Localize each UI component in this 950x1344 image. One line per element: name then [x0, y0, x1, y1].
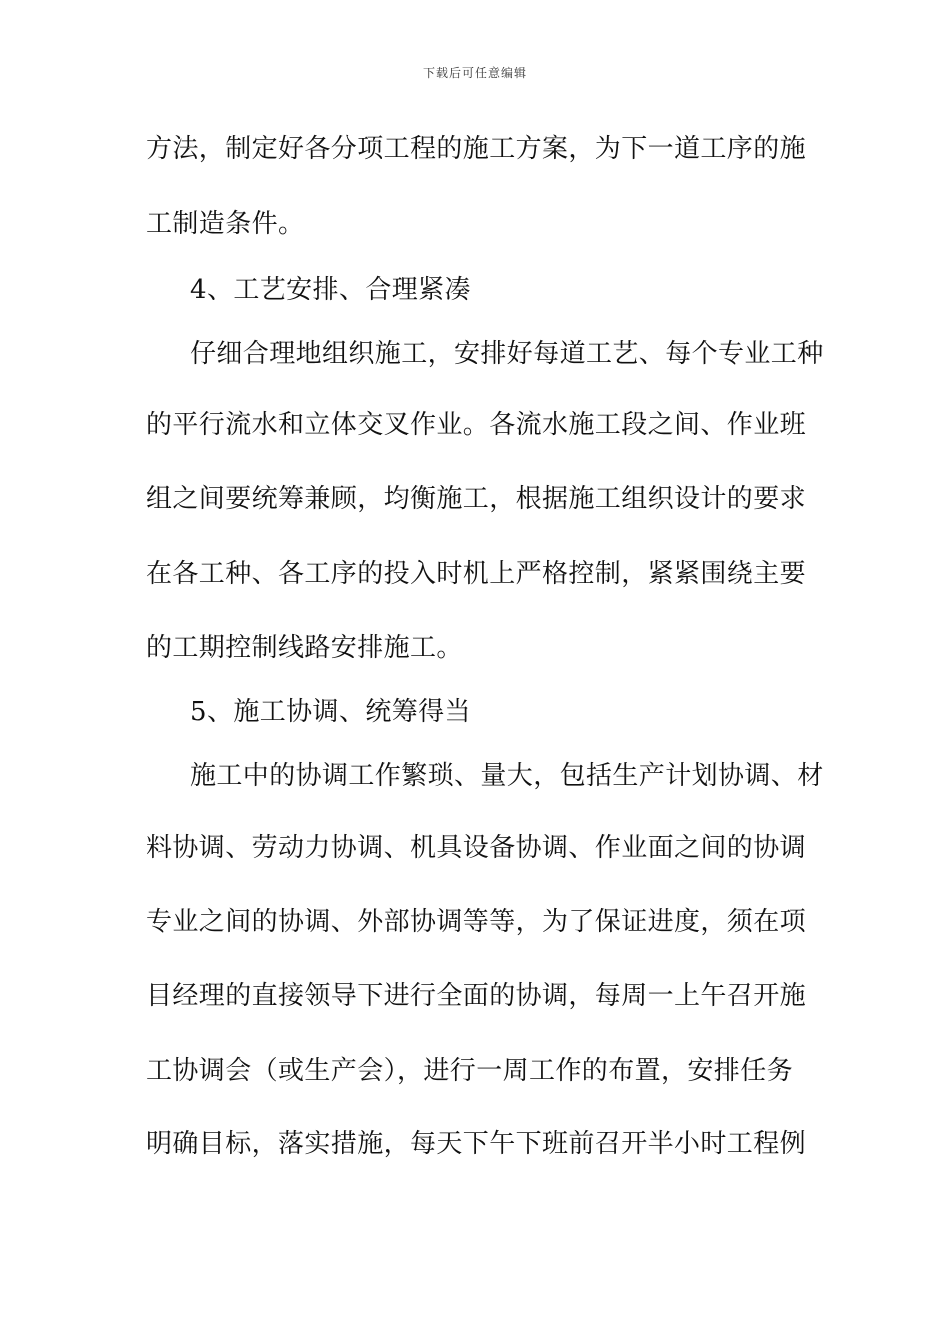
body-line: 仔细合理地组织施工，安排好每道工艺、每个专业工种	[190, 339, 824, 369]
body-line: 施工中的协调工作繁琐、量大，包括生产计划协调、材	[190, 761, 824, 791]
body-line: 方法，制定好各分项工程的施工方案，为下一道工序的施	[146, 134, 807, 164]
body-line: 的平行流水和立体交叉作业。各流水施工段之间、作业班	[146, 410, 807, 440]
body-line: 明确目标，落实措施，每天下午下班前召开半小时工程例	[146, 1129, 807, 1159]
body-line: 组之间要统筹兼顾，均衡施工，根据施工组织设计的要求	[146, 484, 807, 514]
body-line: 目经理的直接领导下进行全面的协调，每周一上午召开施	[146, 981, 807, 1011]
section-heading: 4、工艺安排、合理紧凑	[190, 275, 471, 305]
body-line: 工制造条件。	[146, 209, 305, 239]
body-line: 的工期控制线路安排施工。	[146, 633, 463, 663]
body-line: 料协调、劳动力协调、机具设备协调、作业面之间的协调	[146, 833, 807, 863]
page-header: 下载后可任意编辑	[422, 66, 527, 80]
body-line: 工协调会（或生产会），进行一周工作的布置，安排任务	[146, 1056, 794, 1086]
body-line: 专业之间的协调、外部协调等等，为了保证进度，须在项	[146, 907, 807, 937]
body-line: 在各工种、各工序的投入时机上严格控制，紧紧围绕主要	[146, 559, 807, 589]
section-heading: 5、施工协调、统筹得当	[190, 697, 471, 727]
